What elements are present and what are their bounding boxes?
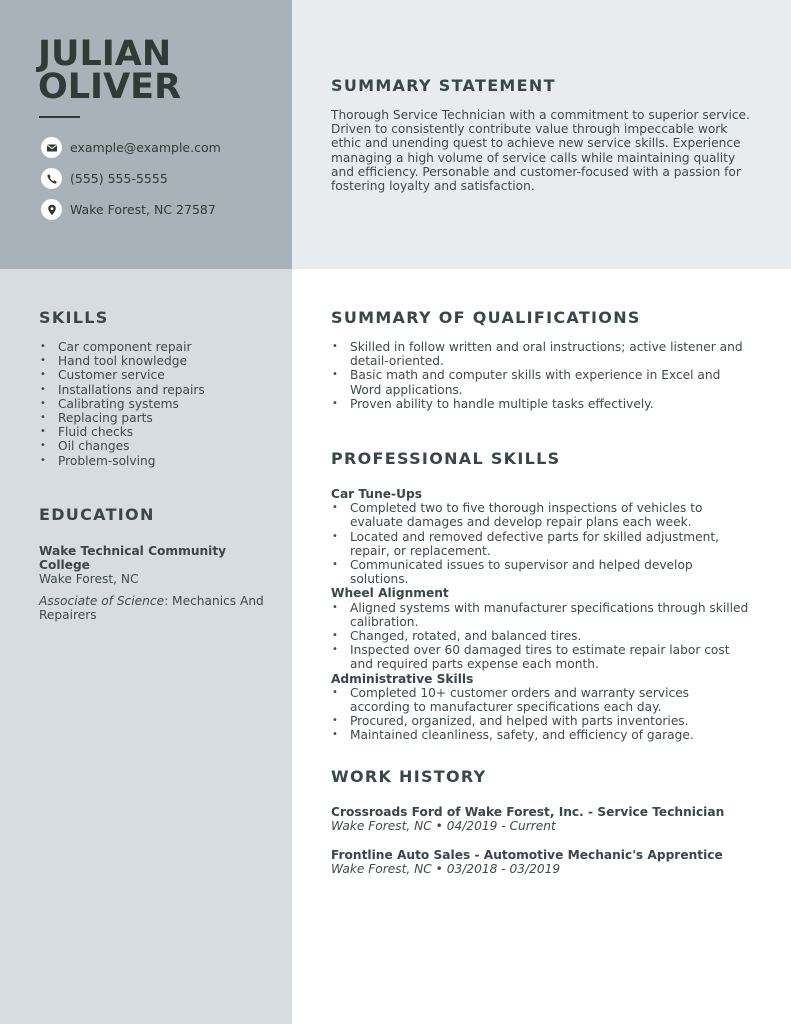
list-item: • Communicated issues to supervisor and helped develop solutions. <box>331 558 751 586</box>
degree-name: Associate of Science <box>39 593 165 608</box>
list-item: • Replacing parts <box>39 411 279 425</box>
first-name: JULIAN <box>38 34 172 74</box>
list-item: • Problem-solving <box>39 454 279 468</box>
list-item: • Oil changes <box>39 439 279 453</box>
work-history-heading: WORK HISTORY <box>331 767 487 786</box>
list-item: • Inspected over 60 damaged tires to estimate repair labor cost and required parts expense each month. <box>331 643 751 671</box>
skill-group-list <box>331 601 751 672</box>
list-item: • Proven ability to handle multiple tasks effectively. <box>331 397 751 411</box>
skill-group-list <box>331 686 751 743</box>
email-text: example@example.com <box>70 140 221 155</box>
education-entry <box>39 544 279 622</box>
skill-group-title: Car Tune-Ups <box>331 487 422 501</box>
skills-list <box>39 340 279 468</box>
phone-text: (555) 555-5555 <box>70 171 168 186</box>
job-title: Frontline Auto Sales - Automotive Mechanic's Apprentice <box>331 848 723 862</box>
skills-heading: SKILLS <box>39 308 109 327</box>
list-item: • Completed two to five thorough inspections of vehicles to evaluate damages and develop repair plans each week. <box>331 501 751 529</box>
location-text: Wake Forest, NC 27587 <box>70 202 216 217</box>
school-name: Wake Technical Community College <box>39 544 227 573</box>
list-item: • Maintained cleanliness, safety, and efficiency of garage. <box>331 728 751 742</box>
list-item: • Fluid checks <box>39 425 279 439</box>
list-item: • Car component repair <box>39 340 279 354</box>
professional-skills-heading: PROFESSIONAL SKILLS <box>331 449 561 468</box>
last-name: OLIVER <box>38 67 182 107</box>
skill-group-title: Wheel Alignment <box>331 586 449 601</box>
contact-location <box>41 199 216 220</box>
job-entry <box>331 848 761 876</box>
name-divider <box>39 116 80 118</box>
school-location: Wake Forest, NC <box>39 572 139 587</box>
summary-text: Thorough Service Technician with a commitment to superior service. Driven to consistently contribute value through impeccable work ethic and unending quest to achieve new service skills. Experience managing a high volume of service calls while maintaining quality and efficiency. Personable and customer-focused with a passion for fostering loyalty and satisfaction. <box>331 108 750 194</box>
map-pin-icon <box>41 199 62 220</box>
list-item: • Hand tool knowledge <box>39 354 279 368</box>
list-item: • Calibrating systems <box>39 397 279 411</box>
professional-skills-block <box>331 487 751 743</box>
list-item: • Completed 10+ customer orders and warranty services according to manufacturer specifications each day. <box>331 686 751 714</box>
skill-group-title: Administrative Skills <box>331 671 474 686</box>
job-meta: Wake Forest, NC • 03/2018 - 03/2019 <box>331 862 561 877</box>
education-heading: EDUCATION <box>39 505 155 524</box>
list-item: • Procured, organized, and helped with parts inventories. <box>331 714 751 728</box>
candidate-name <box>38 34 182 107</box>
envelope-icon <box>41 137 62 158</box>
summary-heading: SUMMARY STATEMENT <box>331 76 556 95</box>
job-meta: Wake Forest, NC • 04/2019 - Current <box>331 819 556 834</box>
job-title: Crossroads Ford of Wake Forest, Inc. - Service Technician <box>331 805 725 819</box>
skill-group-list <box>331 501 751 586</box>
job-entry <box>331 805 761 833</box>
list-item: • Skilled in follow written and oral instructions; active listener and detail-oriented. <box>331 340 751 368</box>
list-item: • Installations and repairs <box>39 383 279 397</box>
degree <box>39 594 279 622</box>
qualifications-heading: SUMMARY OF QUALIFICATIONS <box>331 308 641 327</box>
contact-email[interactable] <box>41 137 221 158</box>
contact-phone[interactable] <box>41 168 168 189</box>
list-item: • Customer service <box>39 368 279 382</box>
list-item: • Located and removed defective parts for skilled adjustment, repair, or replacement. <box>331 530 751 558</box>
qualifications-list <box>331 340 751 411</box>
list-item: • Basic math and computer skills with experience in Excel and Word applications. <box>331 368 751 396</box>
phone-icon <box>41 168 62 189</box>
list-item: • Aligned systems with manufacturer specifications through skilled calibration. <box>331 601 751 629</box>
degree-field: : Mechanics And Repairers <box>39 593 264 622</box>
list-item: • Changed, rotated, and balanced tires. <box>331 629 751 643</box>
